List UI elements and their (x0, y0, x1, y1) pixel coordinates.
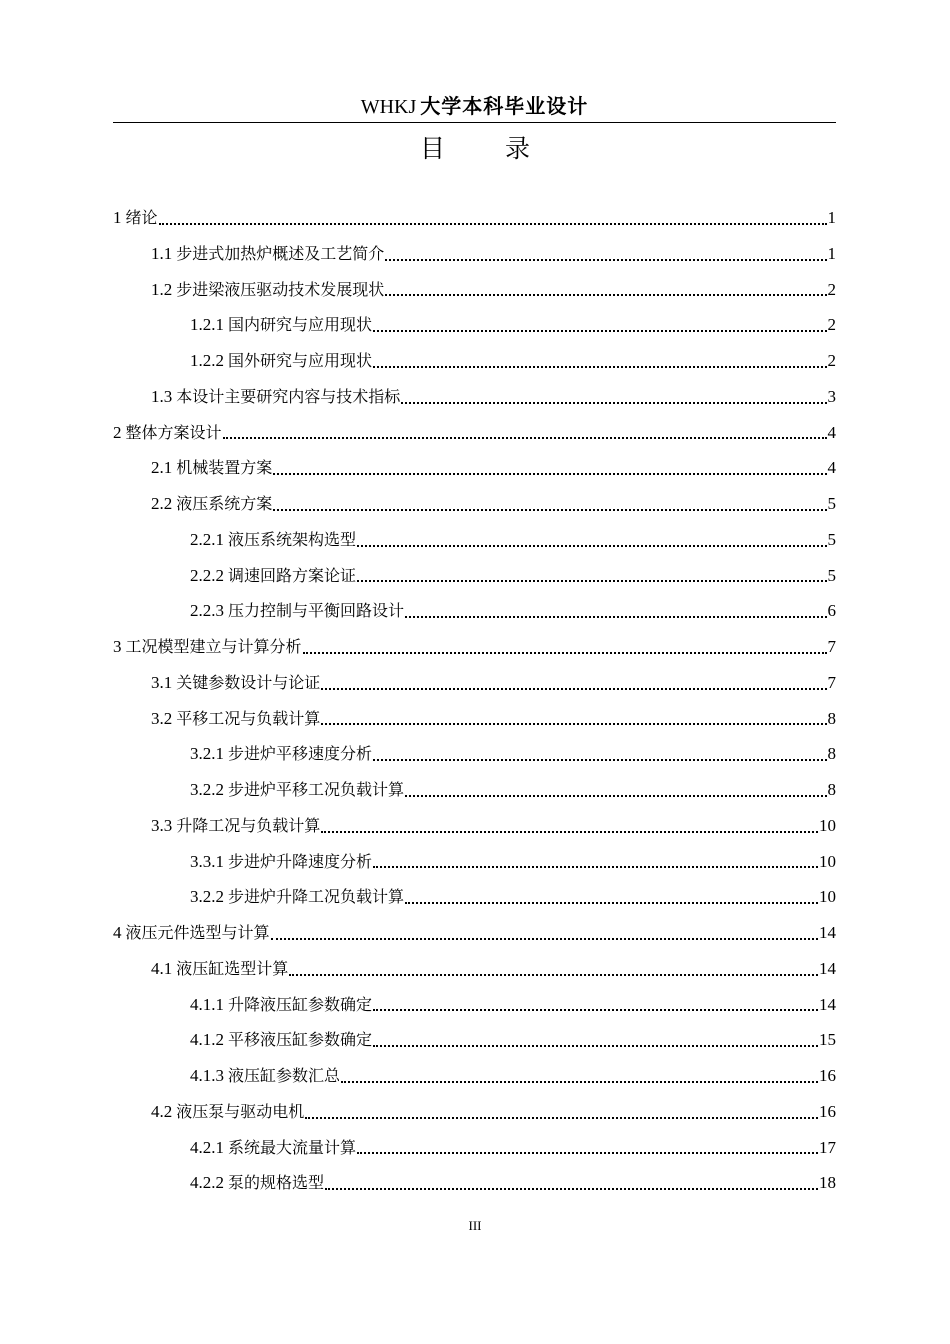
toc-entry-number: 4 (113, 923, 122, 942)
toc-entry-label: 国内研究与应用现状 (228, 315, 373, 335)
toc-entry[interactable] (113, 236, 836, 272)
toc-entry[interactable] (113, 558, 836, 594)
toc-dot-leader (373, 330, 826, 332)
toc-entry-number: 4.1.2 (190, 1030, 224, 1050)
toc-entry-number: 4.1 (151, 958, 173, 978)
toc-entry[interactable] (113, 379, 836, 415)
toc-entry-page: 18 (819, 1173, 836, 1193)
toc-dot-leader (303, 652, 827, 654)
toc-entry-number: 1.2 (151, 279, 173, 299)
toc-entry[interactable] (113, 522, 836, 558)
toc-entry-label: 液压缸选型计算 (176, 958, 289, 978)
toc-entry-label: 绪论 (125, 208, 158, 227)
toc-entry-page: 2 (827, 279, 836, 299)
toc-entry-page: 3 (827, 386, 836, 406)
toc-entry-label: 液压缸参数汇总 (228, 1066, 341, 1085)
page-header (113, 92, 836, 123)
toc-entry-page: 10 (819, 887, 836, 907)
toc-dot-leader (373, 866, 818, 868)
toc-entry-page: 4 (827, 458, 836, 478)
toc-entry-page: 16 (819, 1101, 836, 1121)
toc-dot-leader (341, 1081, 818, 1083)
toc-entry-page: 5 (827, 529, 836, 549)
toc-dot-leader (357, 1152, 818, 1154)
toc-entry-page: 7 (827, 672, 836, 692)
toc-entry-number: 2.1 (151, 458, 173, 478)
toc-entry[interactable] (113, 951, 836, 987)
toc-entry-number: 4.2.1 (190, 1137, 224, 1157)
toc-dot-leader (401, 402, 826, 404)
header-title (361, 92, 589, 121)
toc-entry[interactable] (113, 1022, 836, 1058)
toc-entry-label: 步进梁液压驱动技术发展现状 (176, 279, 385, 299)
toc-entry-number: 4.1.3 (190, 1066, 224, 1085)
toc-entry-label: 液压系统架构选型 (228, 529, 357, 549)
toc-entry-number: 3.2.1 (190, 744, 224, 764)
toc-entry-number: 3.2 (151, 708, 173, 728)
toc-dot-leader (321, 831, 818, 833)
toc-entry-page: 4 (827, 422, 836, 442)
toc-entry[interactable] (113, 593, 836, 629)
toc-entry-number: 3 (113, 637, 122, 656)
toc-dot-leader (305, 1117, 818, 1119)
toc-entry-label: 升降液压缸参数确定 (228, 994, 373, 1014)
toc-entry-label: 国外研究与应用现状 (228, 351, 373, 370)
toc-entry[interactable] (113, 1094, 836, 1130)
toc-entry[interactable] (113, 808, 836, 844)
toc-entry-number: 2.2.3 (190, 601, 224, 621)
toc-dot-leader (357, 545, 826, 547)
toc-entry-number: 2.2.2 (190, 565, 224, 585)
toc-entry[interactable] (113, 200, 836, 236)
toc-entry-page: 8 (827, 780, 836, 799)
toc-entry-page: 1 (827, 243, 836, 263)
toc-entry-label: 本设计主要研究内容与技术指标 (176, 386, 401, 406)
toc-dot-leader (405, 902, 818, 904)
toc-entry-number: 3.1 (151, 672, 173, 692)
toc-entry-label: 平移工况与负载计算 (176, 708, 321, 728)
toc-entry-page: 10 (819, 851, 836, 871)
toc-entry-number: 4.2 (151, 1101, 173, 1121)
toc-entry-number: 3.2.2 (190, 887, 224, 907)
toc-entry-label: 调速回路方案论证 (228, 565, 357, 585)
toc-entry[interactable] (113, 1058, 836, 1094)
header-subtitle: 大学本科毕业设计 (420, 94, 589, 118)
toc-entry-number: 3.3.1 (190, 851, 224, 871)
toc-dot-leader (321, 688, 826, 690)
toc-entry-number: 3.3 (151, 815, 173, 835)
toc-entry[interactable] (113, 915, 836, 951)
toc-entry-label: 机械装置方案 (176, 458, 273, 478)
toc-entry[interactable] (113, 772, 836, 808)
toc-entry[interactable] (113, 736, 836, 772)
toc-dot-leader (373, 366, 826, 368)
toc-entry-page: 5 (827, 494, 836, 513)
toc-dot-leader (405, 795, 826, 797)
toc-entry-label: 液压泵与驱动电机 (176, 1101, 305, 1121)
toc-entry[interactable] (113, 307, 836, 343)
toc-dot-leader (373, 1045, 818, 1047)
toc-dot-leader (325, 1188, 818, 1190)
toc-entry-label: 步进炉平移工况负载计算 (228, 780, 405, 799)
toc-entry-number: 2 (113, 422, 122, 442)
toc-dot-leader (271, 938, 818, 940)
toc-entry-page: 8 (827, 708, 836, 728)
toc-entry-number: 4.1.1 (190, 994, 224, 1014)
toc-entry[interactable] (113, 486, 836, 522)
toc-entry-label: 泵的规格选型 (228, 1173, 325, 1193)
toc-entry[interactable] (113, 415, 836, 451)
toc-entry-page: 17 (819, 1137, 836, 1157)
toc-entry[interactable] (113, 629, 836, 665)
toc-entry-label: 步进式加热炉概述及工艺简介 (176, 243, 385, 263)
toc-entry[interactable] (113, 701, 836, 737)
toc-entry-label: 步进炉平移速度分析 (228, 744, 373, 764)
toc-dot-leader (373, 759, 826, 761)
toc-dot-leader (385, 294, 826, 296)
toc-entry-number: 2.2 (151, 494, 173, 513)
toc-entry-page: 1 (827, 208, 836, 227)
toc-entry[interactable] (113, 1130, 836, 1166)
toc-entry-label: 系统最大流量计算 (228, 1137, 357, 1157)
toc-entry-number: 3.2.2 (190, 780, 224, 799)
toc-entry-number: 2.2.1 (190, 529, 224, 549)
toc-entry-page: 14 (819, 958, 836, 978)
toc-entry-label: 平移液压缸参数确定 (228, 1030, 373, 1050)
toc-entry[interactable] (113, 987, 836, 1023)
toc-entry[interactable] (113, 450, 836, 486)
toc-dot-leader (223, 437, 827, 439)
toc-entry-page: 10 (819, 815, 836, 835)
toc-entry-label: 步进炉升降工况负载计算 (228, 887, 405, 907)
toc-heading: 目 录 (420, 134, 556, 163)
toc-entry-label: 液压系统方案 (176, 494, 273, 513)
toc-entry-label: 工况模型建立与计算分析 (125, 637, 302, 656)
toc-entry-page: 16 (819, 1066, 836, 1085)
toc-entry-label: 关键参数设计与论证 (176, 672, 321, 692)
toc-entry-label: 液压元件选型与计算 (125, 923, 270, 942)
toc-entry-page: 15 (819, 1030, 836, 1050)
toc-dot-leader (289, 974, 818, 976)
toc-entry-number: 1.2.1 (190, 315, 224, 335)
toc-dot-leader (159, 223, 827, 225)
toc-dot-leader (373, 1009, 818, 1011)
toc-entry[interactable] (113, 272, 836, 308)
toc-entry-page: 6 (827, 601, 836, 621)
toc-entry-number: 1.3 (151, 386, 173, 406)
table-of-contents (113, 200, 836, 1201)
toc-entry-page: 5 (827, 565, 836, 585)
toc-dot-leader (321, 723, 826, 725)
toc-entry-label: 步进炉升降速度分析 (228, 851, 373, 871)
toc-dot-leader (385, 259, 826, 261)
toc-entry-number: 1 (113, 208, 122, 227)
toc-entry-number: 4.2.2 (190, 1173, 224, 1193)
toc-entry-page: 7 (827, 637, 836, 656)
toc-entry[interactable] (113, 879, 836, 915)
toc-entry-page: 14 (819, 923, 836, 942)
toc-entry[interactable] (113, 665, 836, 701)
header-school: WHKJ (360, 96, 417, 118)
toc-entry-label: 整体方案设计 (125, 422, 222, 442)
toc-entry-page: 2 (827, 315, 836, 335)
toc-dot-leader (405, 616, 826, 618)
toc-entry-number: 1.1 (151, 243, 173, 263)
toc-dot-leader (273, 509, 826, 511)
toc-entry-number: 1.2.2 (190, 351, 224, 370)
toc-entry[interactable] (113, 343, 836, 379)
toc-entry-page: 8 (827, 744, 836, 764)
page-number: III (468, 1218, 482, 1233)
toc-entry-label: 压力控制与平衡回路设计 (228, 601, 405, 621)
toc-entry[interactable] (113, 1165, 836, 1201)
toc-entry-page: 14 (819, 994, 836, 1014)
toc-entry[interactable] (113, 844, 836, 880)
toc-entry-label: 升降工况与负载计算 (176, 815, 321, 835)
toc-entry-page: 2 (827, 351, 836, 370)
toc-dot-leader (357, 580, 826, 582)
toc-dot-leader (273, 473, 826, 475)
